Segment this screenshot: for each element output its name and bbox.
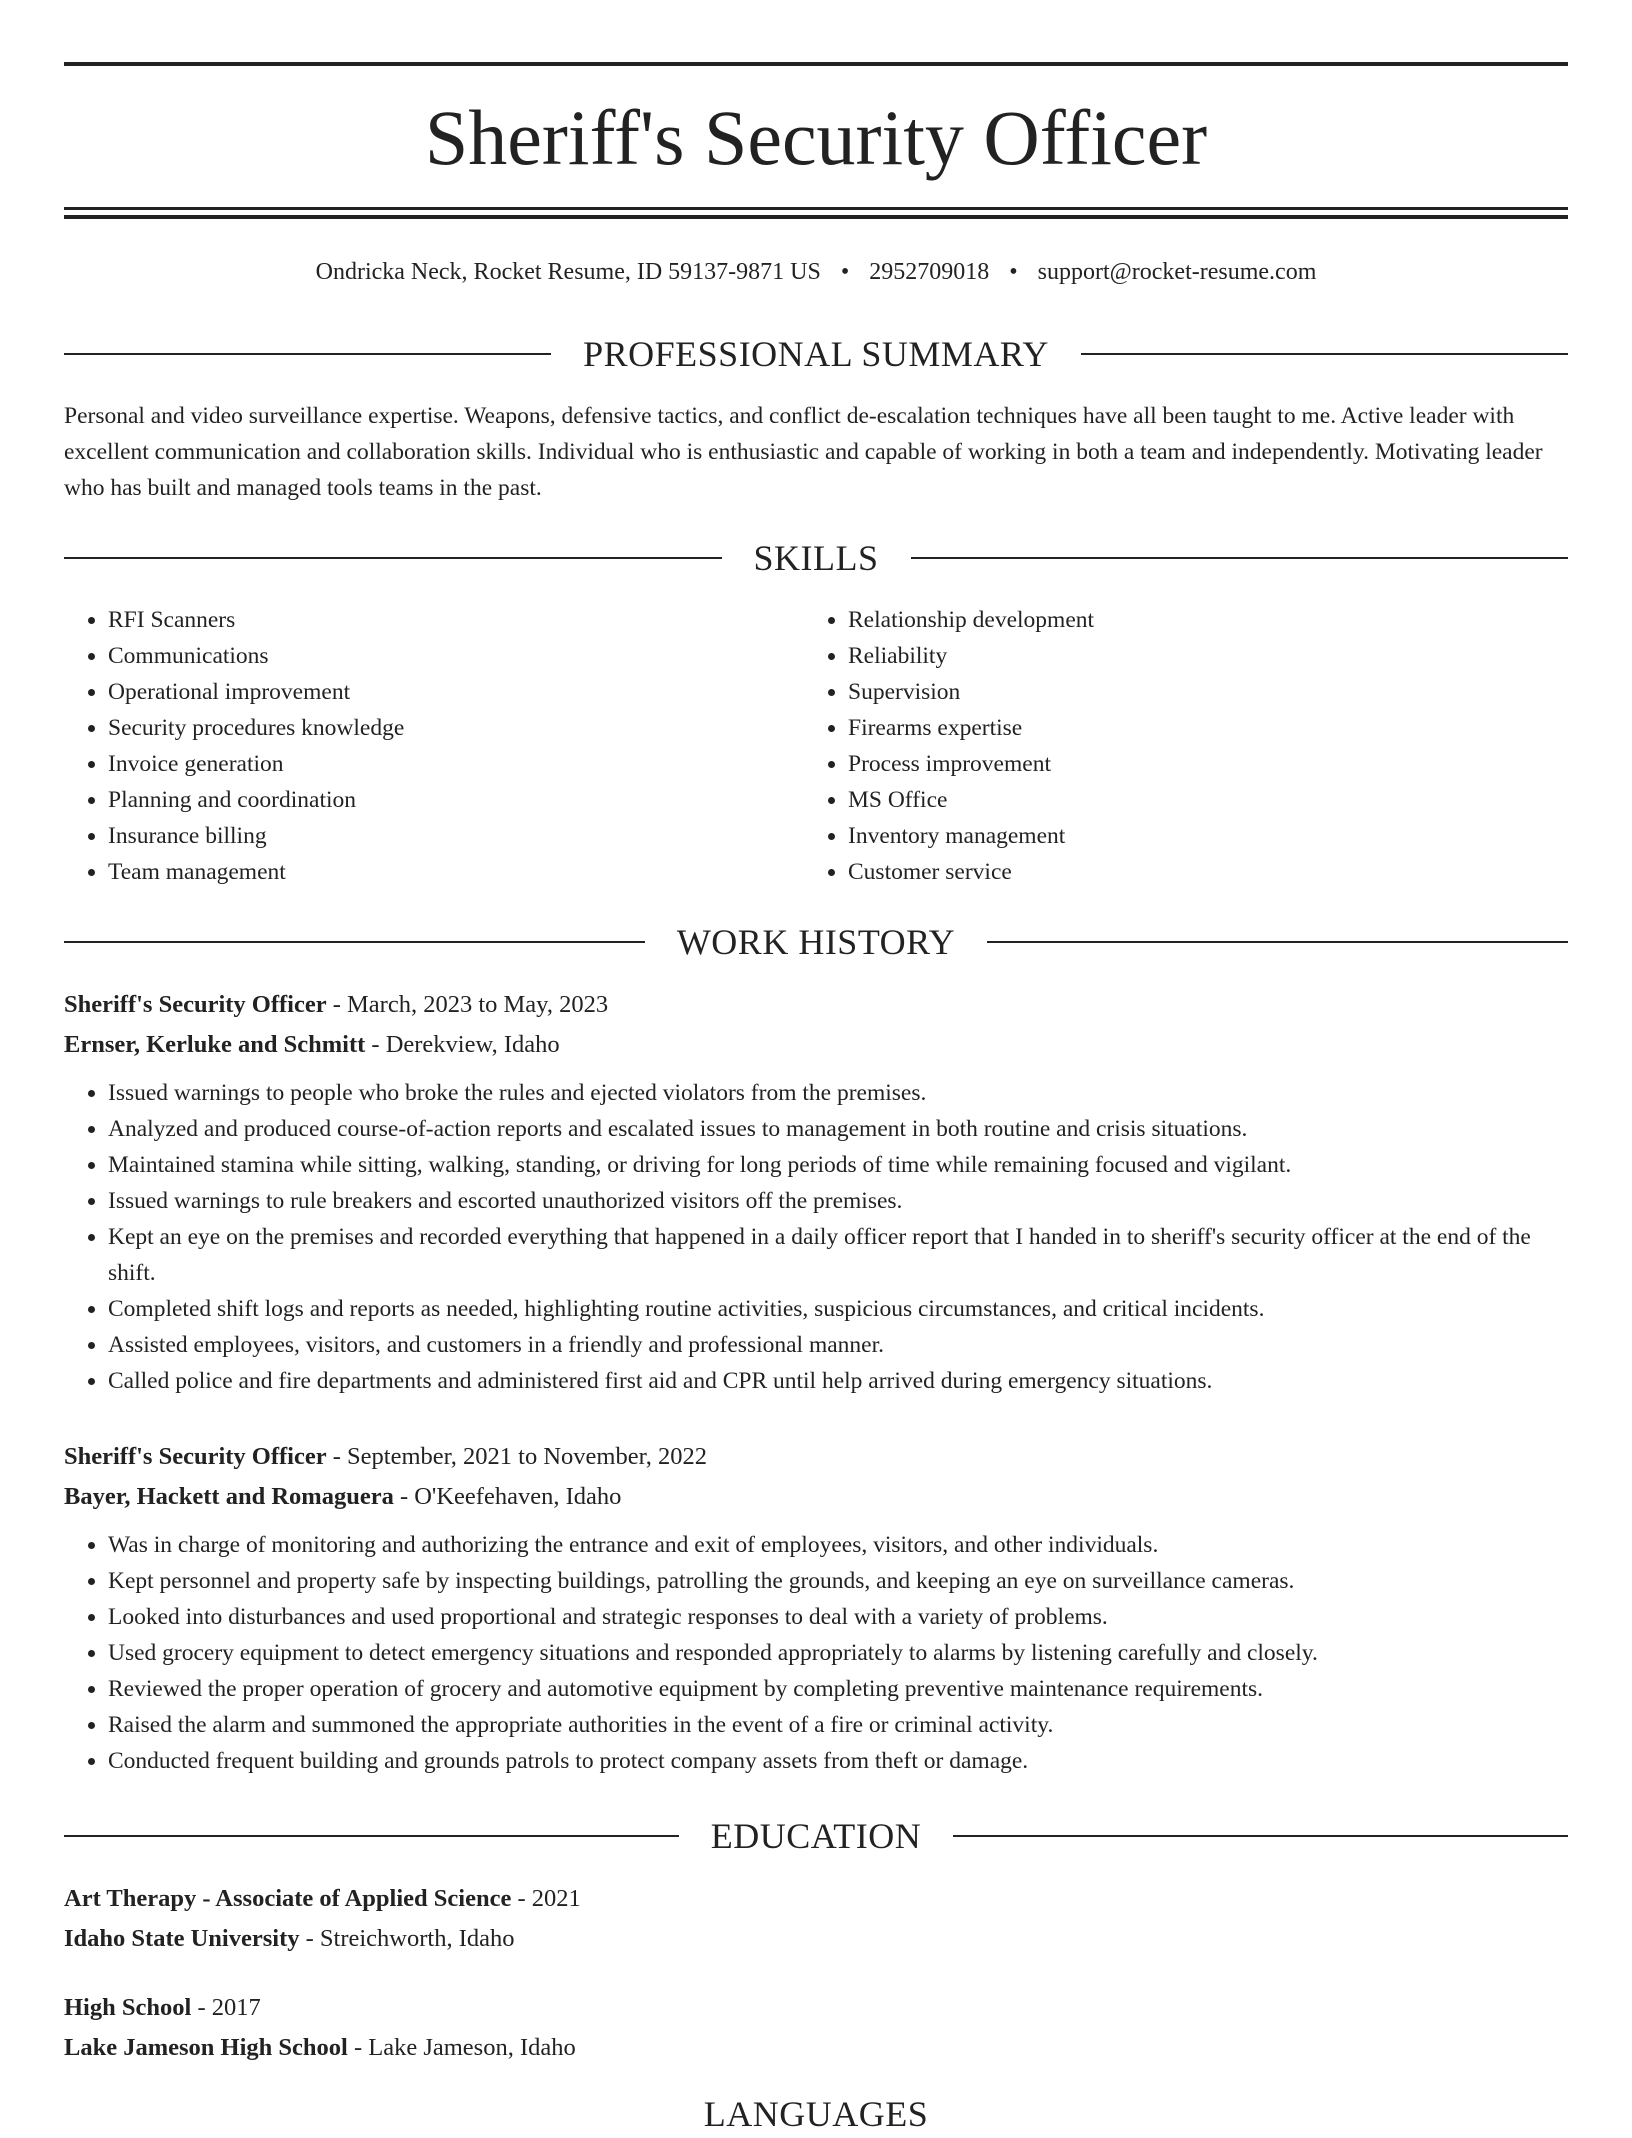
job-entry [64, 1437, 1568, 1779]
skill-item: • Operational improvement [108, 674, 806, 710]
section-heading-work [64, 918, 1568, 966]
job-duty: • Analyzed and produced course-of-action reports and escalated issues to management in both routine and crisis situations. [108, 1111, 1568, 1147]
contact-separator: • [840, 259, 850, 285]
job-entry [64, 985, 1568, 1399]
skill-item: • Inventory management [848, 818, 1568, 854]
section-title-languages: LANGUAGES [703, 2094, 929, 2134]
skills-column-right [806, 602, 1568, 890]
job-duty: • Conducted frequent building and grounds patrols to protect company assets from theft or damage. [108, 1743, 1568, 1779]
education-location: - Streichworth, Idaho [299, 1925, 515, 1952]
job-duty: • Issued warnings to people who broke the rules and ejected violators from the premises. [108, 1075, 1568, 1111]
education-year: - 2017 [191, 1994, 261, 2021]
summary-text: Personal and video surveillance expertise. Weapons, defensive tactics, and conflict de-escalation techniques have all been taught to me. Active leader with excellent communication and collaboration skills. Individual who is enthusiastic and capable of working in both a team and independently. Motivating leader who has built and managed tools teams in the past. [64, 403, 1543, 501]
job-duties [64, 1527, 1568, 1779]
resume-name: Sheriff's Security Officer [424, 94, 1208, 181]
job-duty: • Reviewed the proper operation of grocery and automotive equipment by completing preventive maintenance requirements. [108, 1671, 1568, 1707]
skill-item: • Team management [108, 854, 806, 890]
skill-item: • Invoice generation [108, 746, 806, 782]
education-degree: High School [64, 1994, 192, 2021]
heading-rule [987, 941, 1568, 943]
job-company: Bayer, Hackett and Romaguera [64, 1483, 394, 1510]
job-duty: • Called police and fire departments and administered first aid and CPR until help arrived during emergency situations. [108, 1363, 1568, 1399]
heading-rule [953, 1835, 1568, 1837]
skill-item: • Firearms expertise [848, 710, 1568, 746]
job-duty: • Kept an eye on the premises and recorded everything that happened in a daily officer report that I handed in to sheriff's security officer at the end of the shift. [108, 1219, 1568, 1291]
education-entry [64, 1879, 1568, 1959]
job-duty: • Completed shift logs and reports as needed, highlighting routine activities, suspicious circumstances, and critical incidents. [108, 1291, 1568, 1327]
job-dates: - September, 2021 to November, 2022 [326, 1443, 708, 1470]
job-duty: • Used grocery equipment to detect emergency situations and responded appropriately to alarms by listening carefully and closely. [108, 1635, 1568, 1671]
section-heading-languages [64, 2090, 1568, 2138]
job-role: Sheriff's Security Officer [64, 1443, 327, 1470]
job-duty: • Kept personnel and property safe by inspecting buildings, patrolling the grounds, and keeping an eye on surveillance cameras. [108, 1563, 1568, 1599]
job-duty: • Looked into disturbances and used proportional and strategic responses to deal with a variety of problems. [108, 1599, 1568, 1635]
top-rule [64, 62, 1568, 66]
skill-item: • Insurance billing [108, 818, 806, 854]
education-location: - Lake Jameson, Idaho [347, 2034, 576, 2061]
section-title-work: WORK HISTORY [676, 922, 956, 962]
education-degree: Art Therapy - Associate of Applied Science [64, 1885, 512, 1912]
header-rule-upper [64, 207, 1568, 210]
job-title-line [64, 1437, 1568, 1477]
education-degree-line [64, 1879, 1568, 1919]
education-school: Idaho State University [64, 1925, 300, 1952]
skill-item: • Relationship development [848, 602, 1568, 638]
job-company-line [64, 1025, 1568, 1065]
job-role: Sheriff's Security Officer [64, 991, 327, 1018]
education-degree-line [64, 1988, 1568, 2028]
section-heading-education [64, 1812, 1568, 1860]
job-duty: • Raised the alarm and summoned the appropriate authorities in the event of a fire or criminal activity. [108, 1707, 1568, 1743]
heading-rule [64, 353, 551, 355]
skill-item: • Customer service [848, 854, 1568, 890]
heading-rule [911, 557, 1569, 559]
section-heading-summary [64, 330, 1568, 378]
skill-item: • Process improvement [848, 746, 1568, 782]
skills-list [64, 602, 1568, 890]
skills-column-left [64, 602, 806, 890]
heading-rule [64, 557, 722, 559]
education-school: Lake Jameson High School [64, 2034, 348, 2061]
skill-item: • MS Office [848, 782, 1568, 818]
section-heading-skills [64, 534, 1568, 582]
job-location: - Derekview, Idaho [365, 1031, 560, 1058]
heading-rule [1081, 353, 1568, 355]
skill-item: • Security procedures knowledge [108, 710, 806, 746]
header-rule-lower [64, 215, 1568, 219]
skill-item: • RFI Scanners [108, 602, 806, 638]
job-title-line [64, 985, 1568, 1025]
education-year: - 2021 [511, 1885, 581, 1912]
section-title-summary: PROFESSIONAL SUMMARY [583, 334, 1049, 374]
heading-rule [64, 941, 645, 943]
skill-item: • Planning and coordination [108, 782, 806, 818]
education-school-line [64, 1919, 1568, 1959]
section-title-education: EDUCATION [710, 1816, 922, 1856]
education-entry [64, 1988, 1568, 2068]
contact-separator: • [1009, 259, 1018, 285]
job-duty: • Assisted employees, visitors, and customers in a friendly and professional manner. [108, 1327, 1568, 1363]
skill-item: • Supervision [848, 674, 1568, 710]
section-title-skills: SKILLS [753, 538, 879, 578]
job-duty: • Issued warnings to rule breakers and escorted unauthorized visitors off the premises. [108, 1183, 1568, 1219]
contact-email: support@rocket-resume.com [1037, 259, 1317, 285]
job-duty: • Was in charge of monitoring and authorizing the entrance and exit of employees, visitors, and other individuals. [108, 1527, 1568, 1563]
skill-item: • Reliability [848, 638, 1568, 674]
skill-item: • Communications [108, 638, 806, 674]
job-dates: - March, 2023 to May, 2023 [326, 991, 609, 1018]
heading-rule [64, 1835, 679, 1837]
job-location: - O'Keefehaven, Idaho [393, 1483, 622, 1510]
job-company: Ernser, Kerluke and Schmitt [64, 1031, 366, 1058]
job-duty: • Maintained stamina while sitting, walking, standing, or driving for long periods of time while remaining focused and vigilant. [108, 1147, 1568, 1183]
job-company-line [64, 1477, 1568, 1517]
education-school-line [64, 2028, 1568, 2068]
contact-line [64, 252, 1568, 292]
job-duties [64, 1075, 1568, 1399]
contact-phone: 2952709018 [869, 259, 990, 285]
contact-address: Ondricka Neck, Rocket Resume, ID 59137-9871 US [315, 259, 821, 285]
